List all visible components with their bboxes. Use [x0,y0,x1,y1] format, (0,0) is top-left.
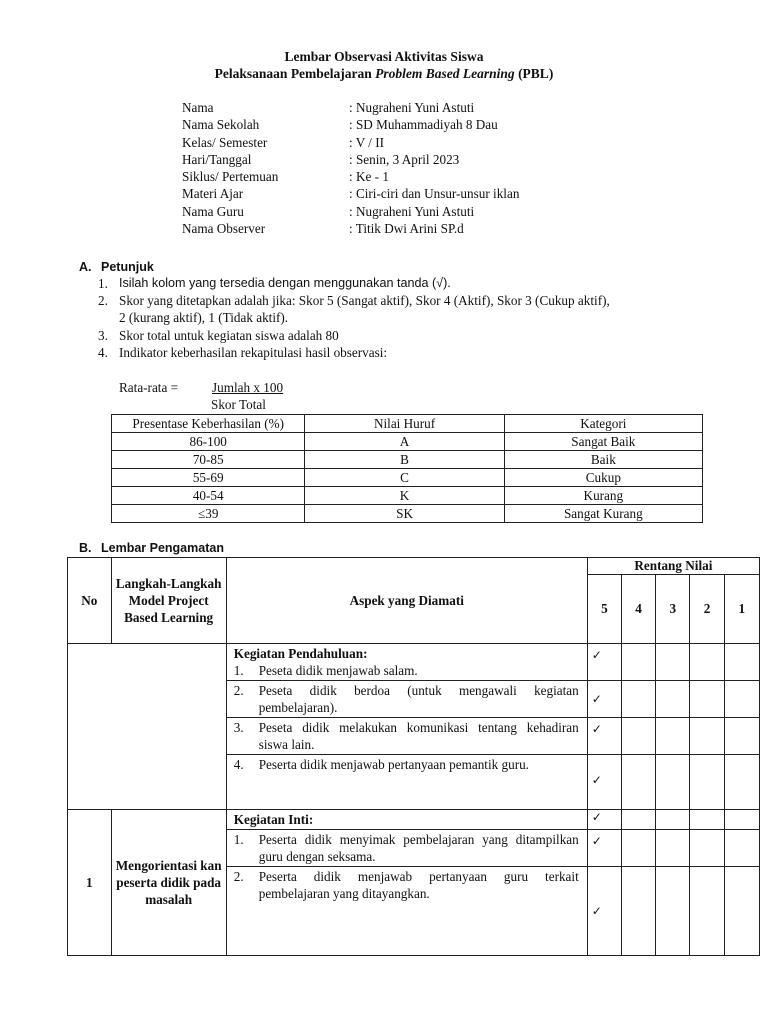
list-number: 4. [98,344,108,360]
list-text: Skor yang ditetapkan adalah jika: Skor 5 (Sangat aktif), Skor 4 (Aktif), Skor 3 (Cukup aktif), [119,293,610,309]
document-subtitle [0,66,768,82]
info-value: : Senin, 3 April 2023 [349,151,460,167]
table-cell: K [305,487,504,505]
score-header: 3 [656,575,690,644]
info-value: : Titik Dwi Arini SP.d [349,221,464,237]
step-name: Mengorientasi kan peserta didik pada masalah [111,810,226,956]
score-cell[interactable] [656,867,690,956]
header-steps: Langkah-Langkah Model Project Based Learning [111,558,226,644]
aspect-item [234,719,579,753]
list-item [98,292,696,309]
score-header: 1 [724,575,759,644]
score-cell[interactable] [621,644,655,681]
score-cell[interactable] [621,830,655,867]
info-value: : Ke - 1 [349,169,389,185]
list-item [98,344,696,361]
list-item [98,309,696,326]
aspect-item [234,831,579,865]
score-cell[interactable] [690,681,724,718]
empty-step-cell [68,644,227,810]
section-b-heading [79,541,224,555]
score-cell[interactable] [656,830,690,867]
table-cell: Sangat Baik [504,433,702,451]
aspect-text: Peseta didik berdoa (untuk mengawali kegiatan pembelajaran). [258,683,579,715]
aspect-item [234,868,579,902]
aspect-number: 3. [233,720,244,735]
aspect-number: 2. [233,683,244,698]
criteria-table [111,414,703,523]
table-cell: Kurang [504,487,702,505]
activity-heading: Kegiatan Pendahuluan: [233,646,368,661]
info-row [182,185,519,202]
check-mark[interactable]: ✓ [587,644,621,681]
info-row [182,151,519,168]
score-cell[interactable] [621,681,655,718]
check-mark[interactable]: ✓ [587,867,621,956]
aspect-cell [226,755,587,810]
check-mark[interactable]: ✓ [587,830,621,867]
table-cell: SK [305,505,504,523]
list-number: 2. [98,293,108,309]
info-row [182,203,519,220]
aspect-number: 2. [233,869,244,884]
activity-heading: Kegiatan Inti: [233,812,314,827]
table-cell: ≤39 [112,505,305,523]
table-header: Kategori [504,415,702,433]
aspect-text: Peseta didik menjawab salam. [258,663,418,678]
score-cell[interactable] [656,810,690,830]
average-formula [119,379,283,413]
list-number: 1. [98,276,108,291]
list-text: Indikator keberhasilan rekapitulasi hasil observasi: [119,344,388,360]
check-mark[interactable]: ✓ [587,755,621,810]
subtitle-italic: Problem Based Learning [375,66,515,81]
aspect-item [234,756,579,773]
aspect-cell [226,681,587,718]
info-key: Hari/Tanggal [182,151,252,167]
instruction-list [98,275,696,361]
score-header: 2 [690,575,724,644]
table-cell: 86-100 [112,433,305,451]
score-cell[interactable] [690,867,724,956]
aspect-text: Peserta didik menyimak pembelajaran yang ditampilkan guru dengan seksama. [258,832,579,864]
score-header: 5 [587,575,621,644]
aspect-cell [226,718,587,755]
table-header: Nilai Huruf [305,415,504,433]
list-text: Skor total untuk kegiatan siswa adalah 80 [119,327,339,343]
formula-numerator: Jumlah x 100 [212,380,284,395]
info-key: Kelas/ Semester [182,134,268,150]
table-cell: 55-69 [112,469,305,487]
aspect-cell [226,644,587,681]
check-mark[interactable]: ✓ [587,810,621,830]
table-cell: Cukup [504,469,702,487]
info-row [182,168,519,185]
list-number: 3. [98,327,108,343]
score-cell[interactable] [690,718,724,755]
table-cell: Baik [504,451,702,469]
score-header: 4 [621,575,655,644]
table-header: Presentase Keberhasilan (%) [112,415,305,433]
score-cell[interactable] [724,681,759,718]
score-cell[interactable] [621,718,655,755]
table-cell: 40-54 [112,487,305,505]
info-key: Nama Guru [182,203,244,219]
score-cell[interactable] [690,810,724,830]
check-mark[interactable]: ✓ [587,681,621,718]
score-cell[interactable] [621,867,655,956]
info-row [182,99,519,116]
info-value: : Ciri-ciri dan Unsur-unsur iklan [349,186,520,202]
score-cell[interactable] [690,755,724,810]
subtitle-prefix: Pelaksanaan Pembelajaran [214,66,376,81]
table-cell: C [305,469,504,487]
aspect-text: Peserta didik menjawab pertanyaan guru terkait pembelajaran yang ditayangkan. [258,869,579,901]
info-key: Siklus/ Pertemuan [182,169,279,185]
info-value: : Nugraheni Yuni Astuti [349,203,475,219]
info-value: : Nugraheni Yuni Astuti [349,100,475,115]
subtitle-suffix: (PBL) [514,66,554,81]
aspect-cell [226,830,587,867]
list-item [98,327,696,344]
score-cell[interactable] [656,681,690,718]
score-cell[interactable] [621,755,655,810]
score-cell[interactable] [724,867,759,956]
table-cell: Sangat Kurang [504,505,702,523]
table-row [112,487,703,505]
info-key: Materi Ajar [182,186,244,202]
list-text-continuation: 2 (kurang aktif), 1 (Tidak aktif). [119,310,289,326]
formula-denominator: Skor Total [211,397,266,412]
score-cell[interactable] [656,718,690,755]
section-title: Lembar Pengamatan [101,541,224,555]
section-letter: B. [79,541,92,555]
score-cell[interactable] [724,810,759,830]
info-row [182,116,519,133]
score-cell[interactable] [621,810,655,830]
aspect-number: 1. [233,832,244,847]
score-cell[interactable] [690,830,724,867]
table-cell: 70-85 [112,451,305,469]
aspect-number: 1. [233,663,244,678]
step-number: 1 [68,810,112,956]
list-item [98,275,696,292]
header-no: No [68,558,112,644]
section-letter: A. [79,260,92,274]
score-cell[interactable] [724,644,759,681]
score-cell[interactable] [656,644,690,681]
document-title: Lembar Observasi Aktivitas Siswa [284,49,484,64]
table-row [112,469,703,487]
header-score-range: Rentang Nilai [587,558,759,575]
table-cell: B [305,451,504,469]
table-row [112,451,703,469]
section-title: Petunjuk [101,260,154,274]
info-row [182,134,519,151]
header-aspect: Aspek yang Diamati [226,558,587,644]
aspect-cell [226,867,587,956]
table-header-row [112,415,703,433]
identity-block [182,99,519,237]
score-cell[interactable] [724,830,759,867]
score-cell[interactable] [656,755,690,810]
info-value: : V / II [349,134,385,150]
score-cell[interactable] [690,644,724,681]
observation-table [67,557,760,956]
formula-label: Rata-rata = [119,380,179,395]
aspect-item [234,682,579,716]
table-row [112,433,703,451]
score-cell[interactable] [724,755,759,810]
check-mark[interactable]: ✓ [587,718,621,755]
info-value: : SD Muhammadiyah 8 Dau [349,117,498,133]
aspect-text: Peserta didik menjawab pertanyaan pemantik guru. [258,757,529,772]
section-a-heading [79,260,154,274]
info-row [182,220,519,237]
aspect-number: 4. [233,757,244,772]
info-key: Nama Observer [182,221,266,237]
score-cell[interactable] [724,718,759,755]
aspect-text: Peseta didik melakukan komunikasi tentang kehadiran siswa lain. [258,720,579,752]
info-key: Nama [182,100,214,115]
info-key: Nama Sekolah [182,117,260,133]
table-cell: A [305,433,504,451]
table-row [112,505,703,523]
list-text: Isilah kolom yang tersedia dengan menggunakan tanda (√). [119,276,451,290]
aspect-cell [226,810,587,830]
aspect-item [234,662,579,679]
